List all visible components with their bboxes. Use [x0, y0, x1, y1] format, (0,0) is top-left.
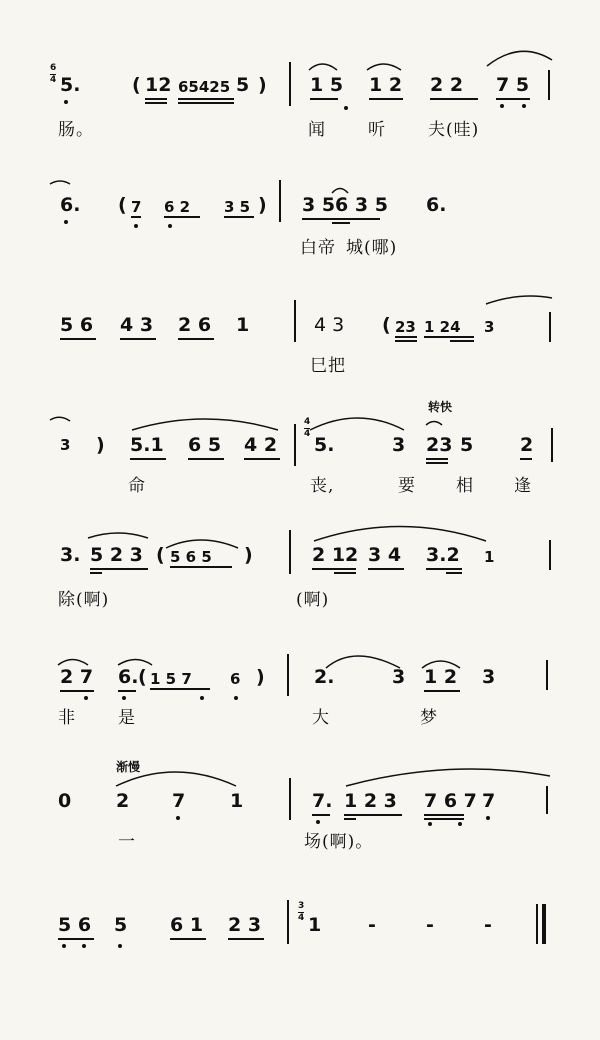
beam — [120, 338, 156, 340]
low-dot — [428, 822, 432, 826]
beam — [130, 458, 166, 460]
lyric: 一 — [118, 832, 136, 852]
note: 6. — [426, 194, 447, 216]
low-dot — [522, 104, 526, 108]
lyric: 命 — [128, 476, 146, 496]
note-group: 1 2 — [424, 666, 458, 688]
lyric: 巳把 — [310, 356, 346, 376]
beam — [334, 572, 356, 574]
bracket: ) — [256, 666, 265, 688]
barline — [287, 654, 289, 696]
note: 1 — [484, 548, 495, 566]
note: 3 — [392, 434, 406, 456]
note: 7 — [172, 790, 186, 812]
note: 3. — [60, 544, 81, 566]
beam — [430, 98, 478, 100]
bracket: ( — [382, 314, 391, 336]
beam — [344, 814, 402, 816]
note-group: 5 6 — [60, 314, 94, 336]
low-dot — [500, 104, 504, 108]
note-group: 5 6 — [58, 914, 92, 936]
note: 5. — [60, 74, 81, 96]
note-group: 2 2 — [430, 74, 464, 96]
note: 1 — [236, 314, 250, 336]
lyric: 除(啊) — [58, 590, 110, 610]
low-dot — [316, 820, 320, 824]
beam — [131, 216, 141, 218]
note-group: 4 2 — [244, 434, 278, 456]
note-group: 2 6 — [178, 314, 212, 336]
beam — [332, 222, 350, 224]
beam — [90, 572, 102, 574]
barline — [287, 900, 289, 944]
barline — [294, 424, 296, 466]
note-group: 23 — [426, 434, 453, 456]
beam — [426, 458, 448, 460]
note: 5. — [314, 434, 335, 456]
note-group: 5 2 3 — [90, 544, 143, 566]
note: 3 — [60, 436, 71, 454]
beam — [302, 218, 380, 220]
beam — [145, 98, 167, 100]
barline — [294, 300, 296, 342]
note-group: 2 7 — [60, 666, 94, 688]
barline — [546, 660, 548, 690]
barline — [546, 786, 548, 814]
beam — [224, 216, 254, 218]
note-group: 6 2 — [164, 198, 191, 216]
barline — [548, 70, 550, 100]
lyric: 闻 — [308, 120, 326, 140]
beam — [90, 568, 148, 570]
note: 6 — [230, 670, 241, 688]
beam — [244, 458, 280, 460]
note-group: 2 12 — [312, 544, 359, 566]
final-barline-thin — [536, 904, 538, 944]
beam — [369, 98, 403, 100]
low-dot — [134, 224, 138, 228]
low-dot — [122, 696, 126, 700]
barline — [549, 540, 551, 570]
low-dot — [344, 106, 348, 110]
bracket: ( — [156, 544, 165, 566]
lyric: 非 — [58, 708, 76, 728]
beam — [145, 102, 167, 104]
beam — [178, 98, 234, 100]
low-dot — [82, 944, 86, 948]
dash: - — [368, 914, 376, 936]
note: 7. — [312, 790, 333, 812]
low-dot — [176, 816, 180, 820]
time-signature: 4 4 — [304, 417, 311, 439]
low-dot — [118, 944, 122, 948]
note: 5 — [460, 434, 474, 456]
low-dot — [200, 696, 204, 700]
barline — [549, 312, 551, 342]
note-group: 1 5 7 — [150, 670, 192, 688]
low-dot — [486, 816, 490, 820]
note-group: 1 24 — [424, 318, 461, 336]
note-group: 1 2 3 — [344, 790, 397, 812]
beam — [164, 216, 200, 218]
tempo-mark: 渐慢 — [116, 760, 141, 774]
note: 0 — [58, 790, 72, 812]
lyric: 要 — [398, 476, 416, 496]
low-dot — [84, 696, 88, 700]
time-signature: 6 4 — [50, 63, 57, 85]
note: 6. — [118, 666, 139, 688]
bracket: ) — [96, 434, 105, 456]
beam — [312, 568, 356, 570]
beam — [424, 690, 460, 692]
bracket: ( — [118, 194, 127, 216]
beam — [58, 938, 94, 940]
note: 5 — [114, 914, 128, 936]
lyric: 白帝 — [300, 238, 336, 258]
lyric: 城(哪) — [346, 238, 398, 258]
bracket: ) — [244, 544, 253, 566]
beam — [446, 572, 462, 574]
barline — [289, 778, 291, 820]
bracket: ) — [258, 194, 267, 216]
barline — [279, 180, 281, 222]
note-group: 3 4 — [368, 544, 402, 566]
note: 7 — [131, 198, 142, 216]
note: 3 — [482, 666, 496, 688]
note-group: 23 — [395, 318, 416, 336]
note: 7 — [482, 790, 496, 812]
note-group: 7 6 7 — [424, 790, 477, 812]
lyric: 梦 — [420, 708, 438, 728]
low-dot — [168, 224, 172, 228]
note-group: 65425 — [178, 78, 231, 96]
note: 1 — [308, 914, 322, 936]
note: 6. — [60, 194, 81, 216]
note: 1 — [230, 790, 244, 812]
lyric: 相 — [456, 476, 474, 496]
beam — [188, 458, 224, 460]
beam — [60, 690, 94, 692]
note-group: 1 2 — [369, 74, 403, 96]
note-group: 4 3 — [314, 314, 345, 336]
beam — [450, 340, 474, 342]
dash: - — [484, 914, 492, 936]
beam — [150, 688, 210, 690]
beam — [344, 818, 356, 820]
beam — [496, 98, 530, 100]
beam — [424, 818, 464, 820]
beam — [228, 938, 264, 940]
note: 3 — [392, 666, 406, 688]
note-group: 6 1 — [170, 914, 204, 936]
low-dot — [234, 696, 238, 700]
lyric: (啊) — [296, 590, 330, 610]
note-group: 3.2 — [426, 544, 460, 566]
bracket: ( — [132, 74, 141, 96]
lyric: 大 — [312, 708, 330, 728]
note-group: 3 5 — [224, 198, 251, 216]
note-group: 1 5 — [310, 74, 344, 96]
lyric: 肠。 — [58, 120, 94, 140]
beam — [424, 336, 474, 338]
final-barline-thick — [542, 904, 546, 944]
beam — [178, 338, 214, 340]
low-dot — [62, 944, 66, 948]
bracket: ) — [258, 74, 267, 96]
bracket: ( — [138, 666, 147, 688]
note: 3 — [484, 318, 495, 336]
note-group: 5.1 — [130, 434, 164, 456]
lyric: 是 — [118, 708, 136, 728]
beam — [310, 98, 338, 100]
time-signature: 3 4 — [298, 901, 305, 923]
note: 2 — [116, 790, 130, 812]
dash: - — [426, 914, 434, 936]
beam — [170, 566, 232, 568]
note-group: 7 5 — [496, 74, 530, 96]
low-dot — [458, 822, 462, 826]
lyric: 场(啊)。 — [304, 832, 374, 852]
tempo-mark: 转快 — [428, 400, 453, 414]
low-dot — [64, 220, 68, 224]
lyric: 丧, — [310, 476, 335, 496]
note-group: 2 3 — [228, 914, 262, 936]
note-group: 12 — [145, 74, 172, 96]
beam — [395, 340, 417, 342]
barline — [289, 530, 291, 574]
beam — [426, 568, 462, 570]
note-group: 6 5 — [188, 434, 222, 456]
beam — [60, 338, 96, 340]
note: 2 — [520, 434, 534, 456]
note: 2. — [314, 666, 335, 688]
barline — [289, 62, 291, 106]
beam — [426, 462, 448, 464]
beam — [312, 814, 330, 816]
beam — [178, 102, 234, 104]
beam — [395, 336, 417, 338]
lyric: 夫(哇) — [428, 120, 480, 140]
note-group: 5 6 5 — [170, 548, 212, 566]
barline — [551, 428, 553, 462]
note: 5 — [236, 74, 250, 96]
note-group: 3 56 3 5 — [302, 194, 388, 216]
beam — [424, 814, 464, 816]
beam — [520, 458, 532, 460]
lyric: 逢 — [514, 476, 532, 496]
note-group: 4 3 — [120, 314, 154, 336]
low-dot — [64, 100, 68, 104]
beam — [118, 690, 136, 692]
lyric: 听 — [368, 120, 386, 140]
beam — [368, 568, 404, 570]
beam — [170, 938, 206, 940]
